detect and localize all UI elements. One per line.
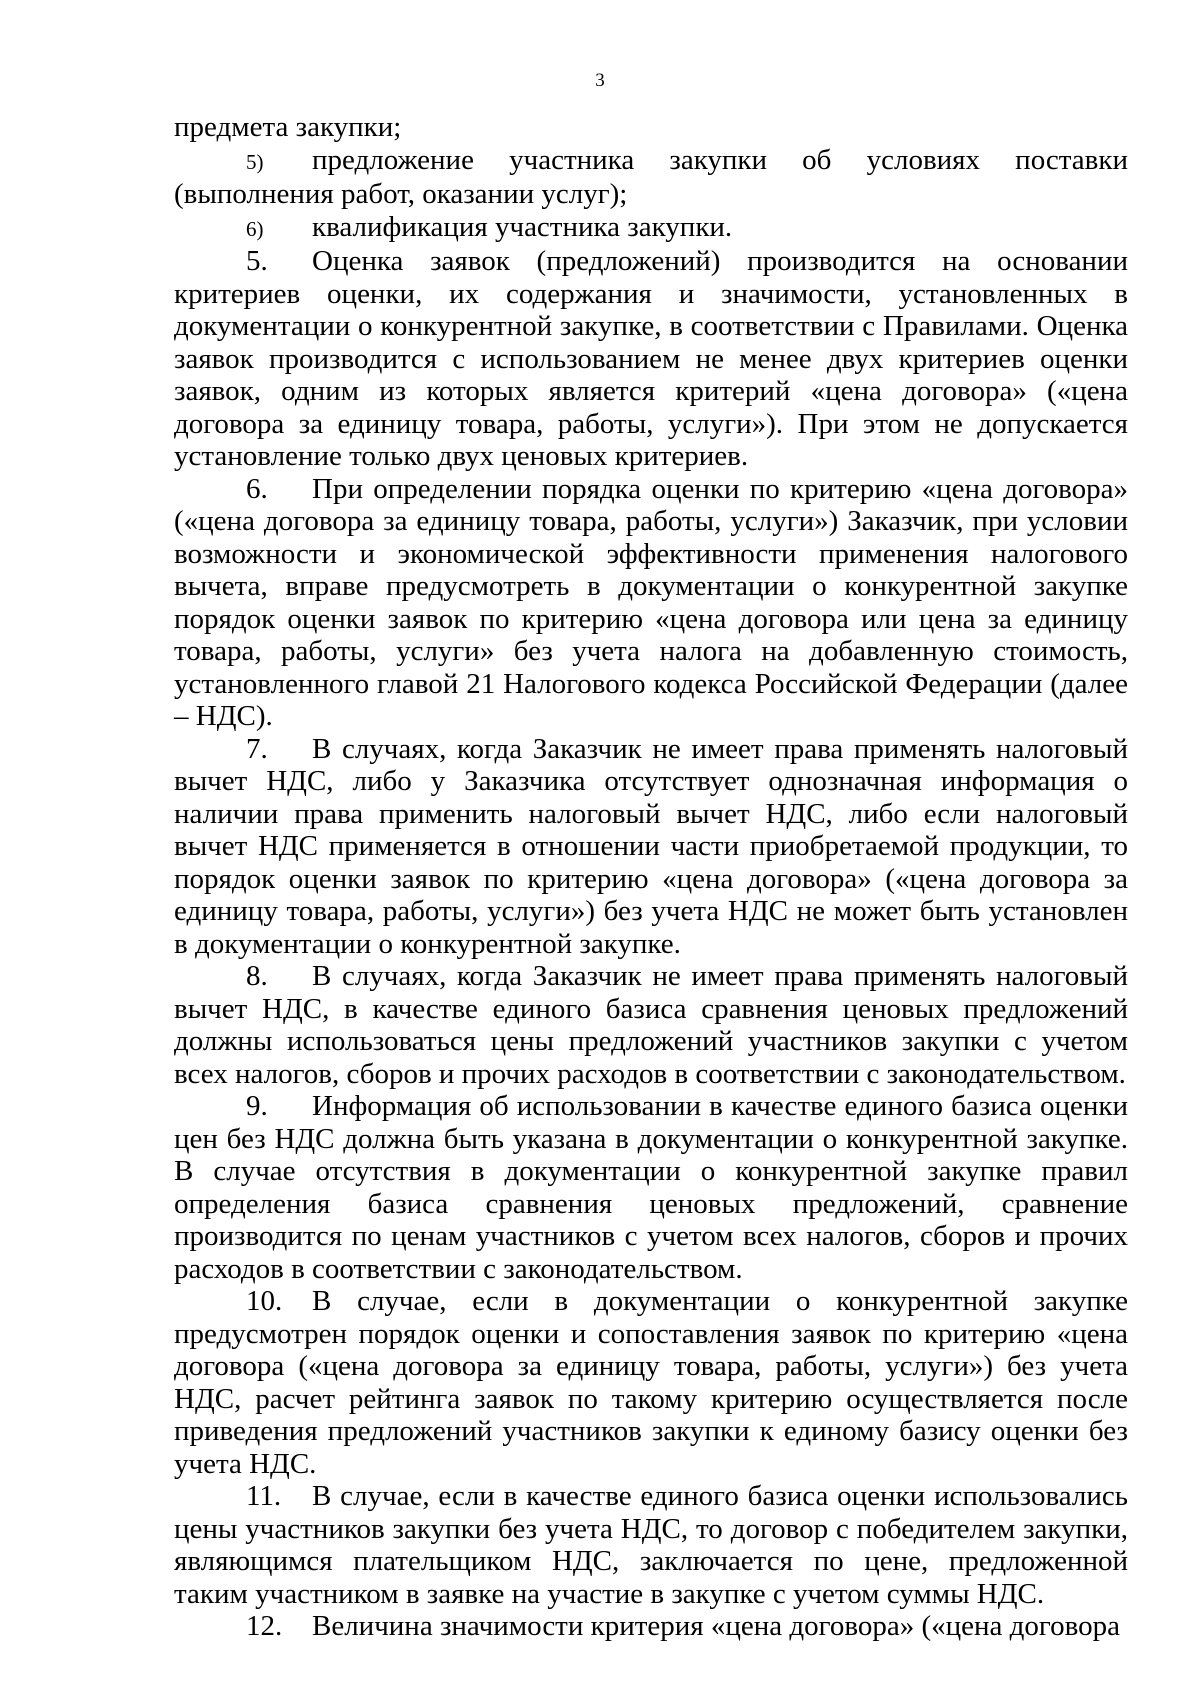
list-number: 5) bbox=[246, 149, 264, 174]
clause-number: 8. bbox=[246, 960, 268, 992]
clause-8 bbox=[174, 960, 1128, 1090]
paragraph-text: предмета закупки; bbox=[174, 111, 402, 143]
paragraph-text: При определении порядка оценки по критерию «цена договора» («цена договора за единицу товара, работы, услуги») Заказчик, при условии возможности и экономической эффективности применения налогового вычета, вправе предусмотреть в документации о конкурентной закупке порядок оценки заявок по критерию «цена договора или цена за единицу товара, работы, услуги» без учета налога на добавленную стоимость, установленного главой 21 Налогового кодекса Российской Федерации (далее – НДС). bbox=[174, 472, 1128, 732]
clause-number: 9. bbox=[246, 1090, 268, 1122]
list-item-6 bbox=[174, 211, 1128, 246]
clause-number: 10. bbox=[246, 1285, 283, 1317]
clause-6 bbox=[174, 473, 1128, 733]
paragraph-text: В случаях, когда Заказчик не имеет права применять налоговый вычет НДС, либо у Заказчика отсутствует однозначная информация о наличии права применить налоговый вычет НДС, либо если налоговый вычет НДС применяется в отношении части приобретаемой продукции, то порядок оценки заявок по критерию «цена договора» («цена договора за единицу товара, работы, услуги») без учета НДС не может быть установлен в документации о конкурентной закупке. bbox=[174, 732, 1128, 960]
clause-10 bbox=[174, 1285, 1128, 1480]
paragraph-text: В случаях, когда Заказчик не имеет права применять налоговый вычет НДС, в качестве единого базиса сравнения ценовых предложений должны использоваться цены предложений участников закупки с учетом всех налогов, сборов и прочих расходов в соответствии с законодательством. bbox=[174, 960, 1128, 1090]
paragraph-continuation bbox=[174, 111, 1128, 144]
clause-number: 6. bbox=[246, 472, 268, 505]
list-number: 6) bbox=[246, 216, 264, 241]
page-number: 3 bbox=[595, 70, 605, 91]
paragraph-text: В случае, если в документации о конкурентной закупке предусмотрен порядок оценки и сопоставления заявок по критерию «цена договора («цена договора за единицу товара, работы, услуги») без учета НДС, расчет рейтинга заявок по такому критерию осуществляется после приведения предложений участников закупки к единому базису оценки без учета НДС. bbox=[174, 1285, 1128, 1480]
paragraph-text: квалификация участника закупки. bbox=[312, 210, 733, 243]
paragraph-text: Величина значимости критерия «цена договора» («цена договора bbox=[312, 1610, 1120, 1642]
paragraph-text: В случае, если в качестве единого базиса оценки использовались цены участников закупки без учета НДС, то договор с победителем закупки, являющимся плательщиком НДС, заключается по цене, предложенной таким участником в заявке на участие в закупке с учетом суммы НДС. bbox=[174, 1480, 1128, 1610]
clause-7 bbox=[174, 733, 1128, 961]
paragraph-text: Информация об использовании в качестве единого базиса оценки цен без НДС должна быть указана в документации о конкурентной закупке. В случае отсутствия в документации о конкурентной закупке правил определения базиса сравнения ценовых предложений, сравнение производится по ценам участников с учетом всех налогов, сборов и прочих расходов в соответствии с законодательством. bbox=[174, 1090, 1128, 1285]
list-item-5 bbox=[174, 144, 1128, 211]
document-body bbox=[174, 111, 1128, 1643]
clause-number: 12. bbox=[246, 1610, 283, 1642]
paragraph-text: предложение участника закупки об условиях поставки (выполнения работ, оказании услуг); bbox=[174, 143, 1128, 210]
clause-number: 5. bbox=[246, 245, 268, 277]
clause-11 bbox=[174, 1480, 1128, 1610]
clause-5 bbox=[174, 245, 1128, 473]
clause-number: 11. bbox=[246, 1480, 282, 1512]
clause-9 bbox=[174, 1090, 1128, 1285]
clause-number: 7. bbox=[246, 732, 268, 765]
clause-12 bbox=[174, 1610, 1128, 1643]
paragraph-text: Оценка заявок (предложений) производится на основании критериев оценки, их содержания и значимости, установленных в документации о конкурентной закупке, в соответствии с Правилами. Оценка заявок производится с использованием не менее двух критериев оценки заявок, одним из которых является критерий «цена договора» («цена договора за единицу товара, работы, услуги»). При этом не допускается установление только двух ценовых критериев. bbox=[174, 245, 1128, 472]
